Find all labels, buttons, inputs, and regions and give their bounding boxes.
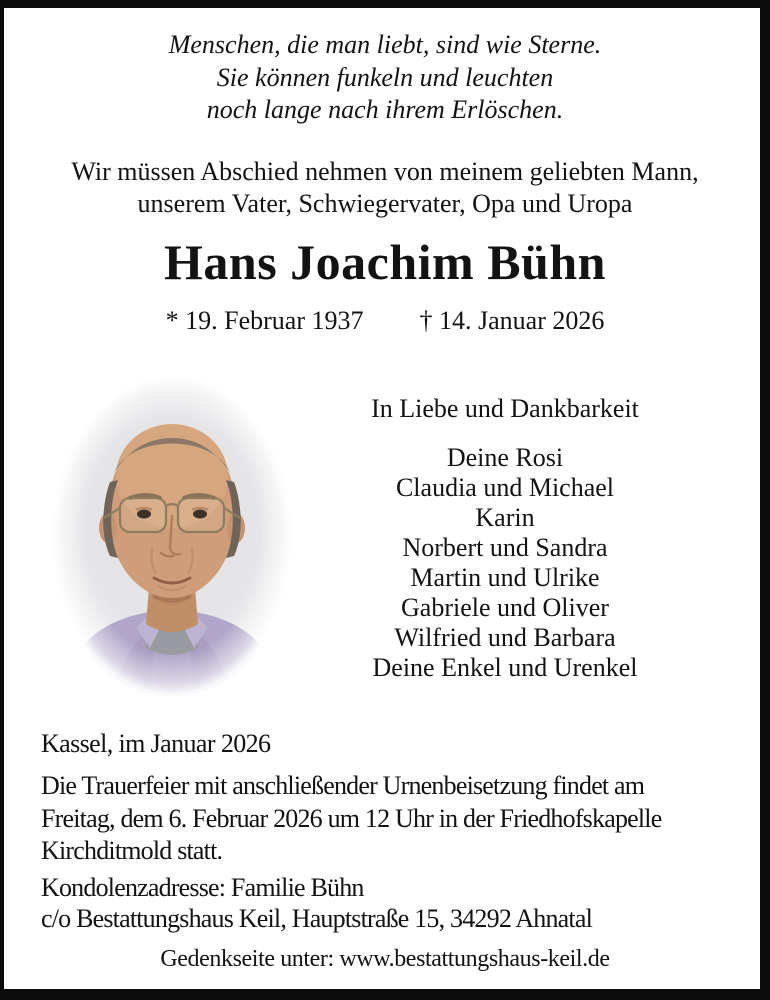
memorial-site-line: Gedenkseite unter: www.bestattungshaus-keil.de: [160, 946, 610, 972]
condolence-line: Kondolenzadresse: Familie Bühn: [41, 873, 364, 902]
deceased-name: Hans Joachim Bühn: [164, 234, 606, 290]
mourners-block: [290, 394, 720, 683]
mourner-name: Claudia und Michael: [395, 473, 615, 502]
funeral-line: Freitag, dem 6. Februar 2026 um 12 Uhr in der Friedhofskapelle: [41, 803, 662, 833]
mourner-name: Martin und Ulrike: [410, 563, 600, 592]
mourners-heading: In Liebe und Dankbarkeit: [371, 394, 639, 423]
farewell-intro: [0, 156, 770, 220]
mourner-name: Deine Enkel und Urenkel: [372, 653, 638, 682]
funeral-line: Die Trauerfeier mit anschließender Urnenbeisetzung findet am: [41, 771, 645, 800]
mourner-name: Wilfried und Barbara: [394, 623, 616, 652]
portrait-illustration: [52, 376, 292, 696]
birth-date: * 19. Februar 1937: [165, 306, 364, 335]
quote-line: Menschen, die man liebt, sind wie Sterne.: [168, 30, 602, 59]
portrait-photo: [52, 376, 292, 696]
condolence-address: [41, 872, 592, 934]
quote-line: noch lange nach ihrem Erlöschen.: [206, 95, 564, 124]
mourner-name: Gabriele und Oliver: [401, 593, 609, 622]
funeral-announcement: [41, 770, 661, 868]
mourner-name: Norbert und Sandra: [402, 533, 608, 562]
intro-line: Wir müssen Abschied nehmen von meinem geliebten Mann,: [71, 157, 699, 186]
intro-line: unserem Vater, Schwiegervater, Opa und Uropa: [137, 189, 633, 218]
mourner-name: Deine Rosi: [446, 443, 564, 472]
quote-line: Sie können funkeln und leuchten: [216, 62, 554, 92]
place-dateline: Kassel, im Januar 2026: [41, 729, 271, 758]
funeral-line: Kirchditmold statt.: [41, 836, 223, 865]
condolence-line: c/o Bestattungshaus Keil, Hauptstraße 15, 34292 Ahnatal: [41, 904, 593, 933]
death-date: † 14. Januar 2026: [419, 306, 605, 335]
mourner-name: Karin: [475, 503, 535, 532]
life-dates: [0, 306, 770, 336]
memorial-quote: [0, 29, 770, 127]
